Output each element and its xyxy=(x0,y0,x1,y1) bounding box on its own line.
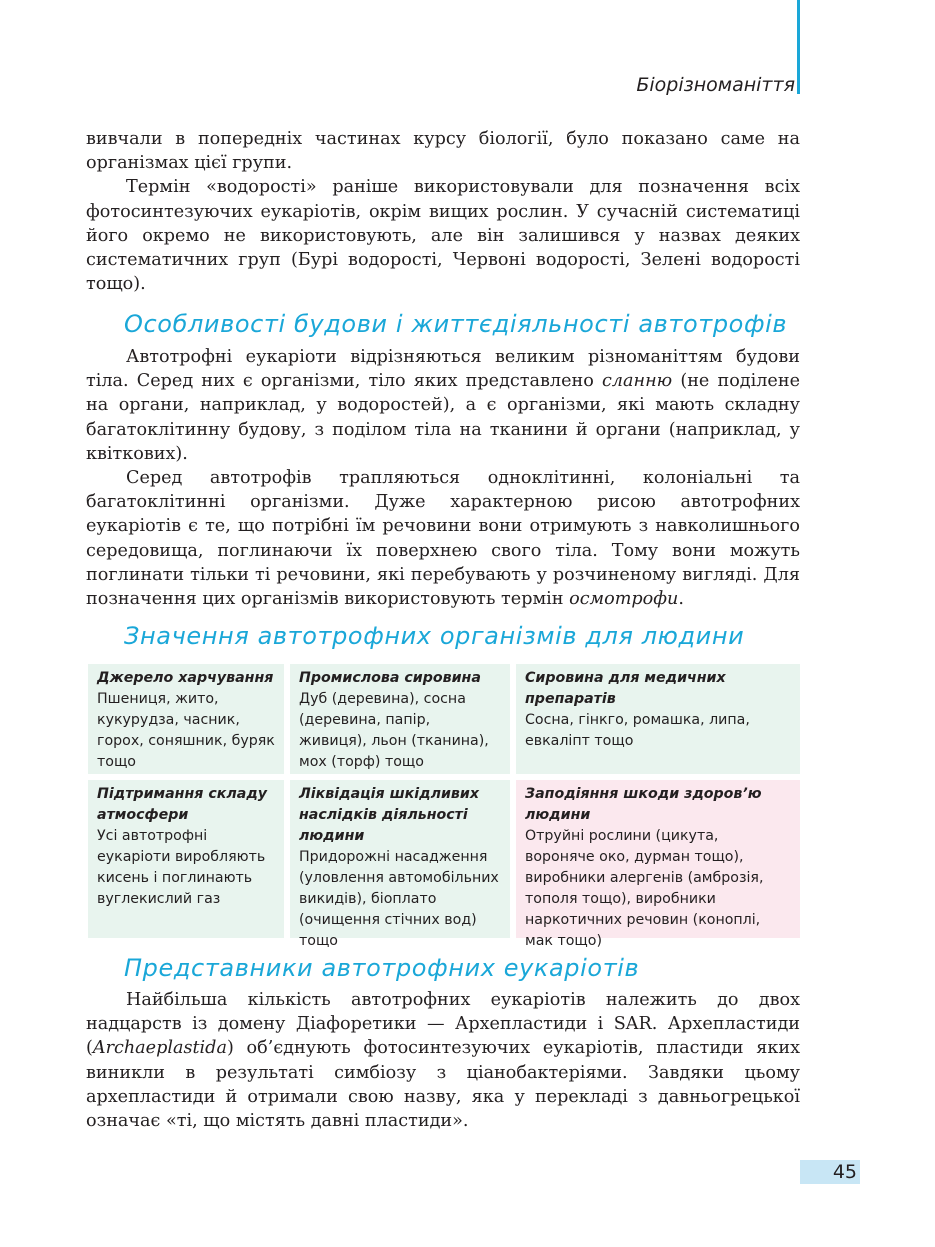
cell-text: Усі автотрофні еукаріоти виробляють кисень і поглинають вуглекислий газ xyxy=(97,828,266,907)
header-accent-bar xyxy=(797,0,800,94)
text-run: Автотрофні еукаріоти відрізняються великим різноманіттям будови тіла. Серед них є організми, тіло яких представлено xyxy=(86,347,800,392)
cell-title: Сировина для медичних препаратів xyxy=(525,670,726,707)
cell-text: Дуб (деревина), сосна (деревина, папір, живиця), льон (тканина), мох (торф) тощо xyxy=(299,691,489,770)
section1-text xyxy=(86,345,800,611)
table-cell xyxy=(88,664,284,774)
cell-text: Сосна, гінкго, ромашка, липа, евкаліпт тощо xyxy=(525,712,750,749)
section3-text xyxy=(86,988,800,1133)
table-cell xyxy=(516,664,800,774)
section-heading-representatives: Представники автотрофних еукаріотів xyxy=(124,954,640,982)
term-thallus: сланню xyxy=(601,371,673,392)
intro-paragraph-2: Термін «водорості» раніше використовували для позначення всіх фотосинтезуючих еукаріотів, окрім вищих рослин. У сучасній систематиці його окремо не використовують, але він залишився у назвах деяких систематичних груп (Бурі водорості, Червоні водорості, Зелені водорості тощо). xyxy=(86,177,800,295)
section-heading-importance: Значення автотрофних організмів для людини xyxy=(124,622,745,650)
text-run: (не поділене на органи, наприклад, у водоростей), а є організми, які мають складну багатоклітинну будову, з поділом тіла на тканини й органи (наприклад, у квіткових). xyxy=(86,371,800,464)
cell-title: Заподіяння шкоди здоров’ю людини xyxy=(525,786,762,823)
table-cell xyxy=(290,664,510,774)
text-run: Найбільша кількість автотрофних еукаріотів належить до двох надцарств із домену Діафоретики — Архепластиди і SAR. Архепластиди ( xyxy=(86,990,800,1059)
text-run: . xyxy=(678,589,684,610)
text-run: ) об’єднують фотосинтезуючих еукаріотів, пластиди яких виникли в результаті симбіозу з ціанобактеріями. Завдяки цьому архепластиди й отримали свою назву, яка у перекладі з давньогрецької означає «ті, що містять давні пластиди». xyxy=(86,1038,800,1132)
term-archaeplastida: Archaeplastida xyxy=(92,1038,227,1059)
section-heading-features: Особливості будови і життєдіяльності автотрофів xyxy=(124,310,788,338)
cell-title: Підтримання складу атмосфери xyxy=(97,786,268,823)
intro-text xyxy=(86,127,800,296)
cell-text: Пшениця, жито, кукурудза, часник, горох, соняшник, буряк тощо xyxy=(97,691,275,770)
cell-text: Придорожні насадження (уловлення автомобільних викидів), біоплато (очищення стічних вод) тощо xyxy=(299,849,499,949)
section3-paragraph-1 xyxy=(86,988,800,1133)
section1-paragraph-2 xyxy=(86,466,800,611)
cell-text: Отруйні рослини (цикута, вороняче око, дурман тощо), виробники алергенів (амброзія, тополя тощо), виробники наркотичних речовин (коноплі, мак тощо) xyxy=(525,828,764,949)
running-head: Біорізноманіття xyxy=(636,74,795,96)
cell-title: Промислова сировина xyxy=(299,670,481,686)
importance-table xyxy=(88,664,800,949)
cell-title: Джерело харчування xyxy=(97,670,274,686)
term-osmotrophs: осмотрофи xyxy=(569,589,679,610)
text-run: Серед автотрофів трапляються одноклітинні, колоніальні та багатоклітинні організми. Дуже характерною рисою автотрофних еукаріотів є те, що потрібні їм речовини вони отримують з навколишнього середовища, поглинаючи їх поверхнею свого тіла. Тому вони можуть поглинати тільки ті речовини, які перебувають у розчиненому вигляді. Для позначення цих організмів використовують термін xyxy=(86,468,800,610)
section1-paragraph-1 xyxy=(86,345,800,466)
cell-title: Ліквідація шкідливих наслідків діяльності людини xyxy=(299,786,479,844)
page-number: 45 xyxy=(800,1160,860,1184)
table-cell-harm xyxy=(516,780,800,949)
intro-paragraph-1: вивчали в попередніх частинах курсу біології, було показано саме на організмах цієї групи. xyxy=(86,129,800,174)
table-cell xyxy=(88,780,284,938)
table-cell xyxy=(290,780,510,949)
